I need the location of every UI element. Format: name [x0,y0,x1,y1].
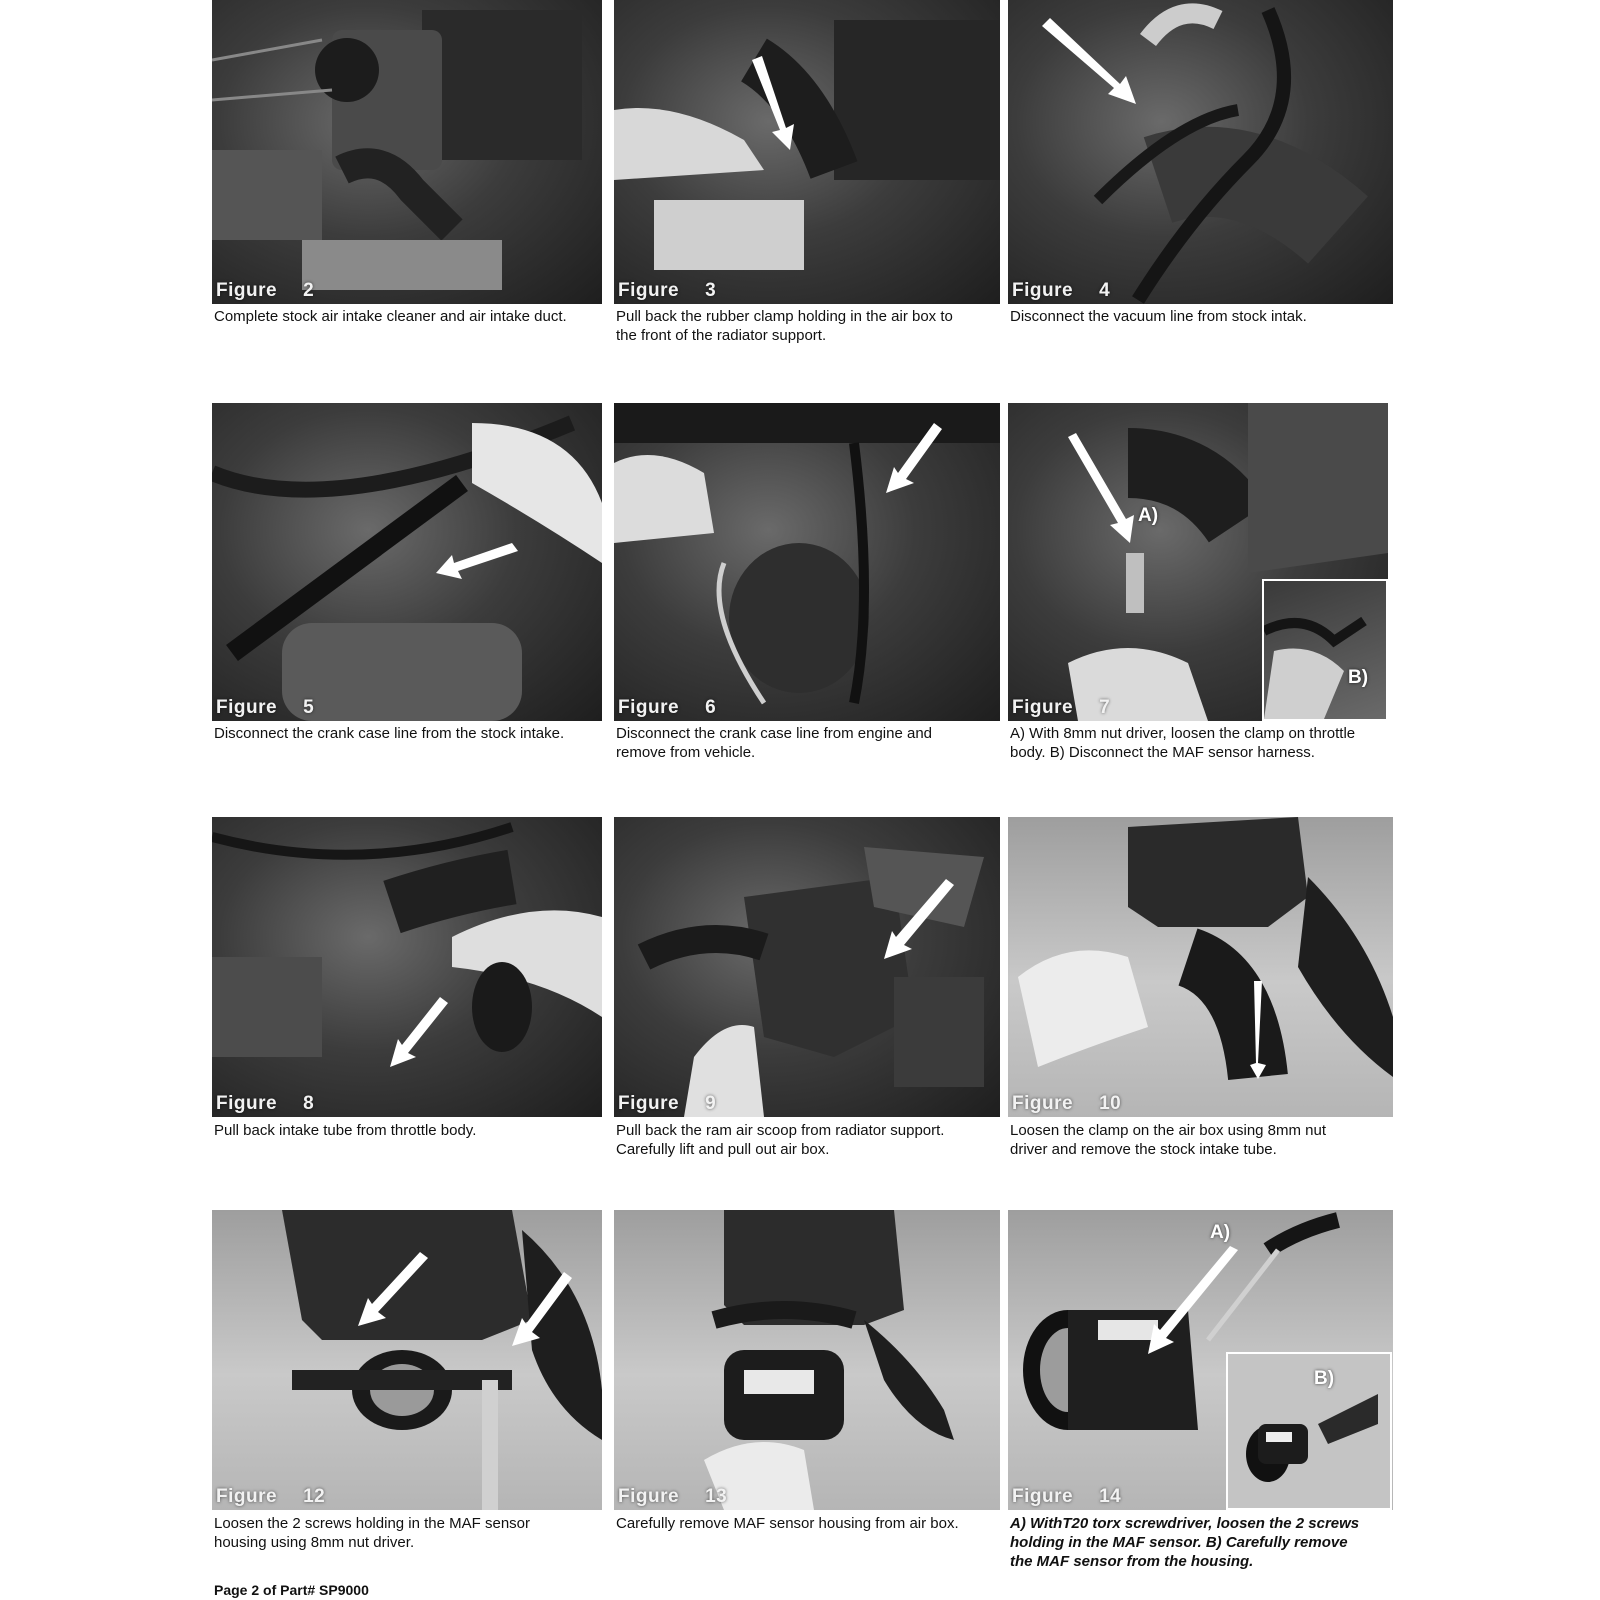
figure-14-marker-b: B) [1314,1368,1335,1389]
figure-13-photo [614,1210,1000,1510]
figure-3-caption: Pull back the rubber clamp holding in the air box to the front of the radiator support. [616,308,953,344]
figure-6-caption: Disconnect the crank case line from engine and remove from vehicle. [616,725,933,761]
figure-13-caption: Carefully remove MAF sensor housing from air box. [616,1515,959,1532]
figure-5-caption: Disconnect the crank case line from the stock intake. [214,725,565,742]
figure-10-caption: Loosen the clamp on the air box using 8mm nut driver and remove the stock intake tube. [1010,1122,1327,1158]
figure-12 [212,1210,602,1570]
figure-9-label: Figure 9 [618,1093,717,1114]
figure-6 [614,403,1000,763]
figure-12-label: Figure 12 [216,1486,326,1507]
figure-14-marker-a: A) [1210,1222,1231,1243]
figure-3 [614,0,1000,360]
figure-3-photo [614,0,1000,304]
figure-5-label: Figure 5 [216,697,315,718]
figure-7-caption: A) With 8mm nut driver, loosen the clamp on throttle body. B) Disconnect the MAF sensor harness. [1010,725,1356,761]
figure-5-photo [212,403,602,721]
figure-4-caption: Disconnect the vacuum line from stock intak. [1010,308,1307,325]
figure-12-photo [212,1210,602,1510]
figure-4 [1008,0,1393,360]
figure-7-inset [1262,579,1388,721]
figure-2-label: Figure 2 [216,280,315,301]
figure-7-photo [1008,403,1388,721]
figure-2-photo [212,0,602,304]
figure-2 [212,0,602,360]
figure-3-label: Figure 3 [618,280,717,301]
figure-13 [614,1210,1000,1570]
figure-7-marker-a: A) [1138,505,1159,526]
figure-4-label: Figure 4 [1012,280,1111,301]
figure-9-caption: Pull back the ram air scoop from radiator support. Carefully lift and pull out air box. [616,1122,945,1158]
figure-14-label: Figure 14 [1012,1486,1122,1507]
figure-12-caption: Loosen the 2 screws holding in the MAF sensor housing using 8mm nut driver. [214,1515,531,1551]
page-footer: Page 2 of Part# SP9000 [214,1582,369,1598]
figure-6-photo [614,403,1000,721]
figure-14-inset [1226,1352,1392,1510]
figure-7-marker-b: B) [1348,667,1369,688]
figure-13-label: Figure 13 [618,1486,728,1507]
figure-7 [1008,403,1393,763]
figure-10 [1008,817,1393,1177]
figure-8-photo [212,817,602,1117]
figure-10-photo [1008,817,1393,1117]
figure-7-label: Figure 7 [1012,697,1111,718]
figure-14-caption: A) WithT20 torx screwdriver, loosen the 2 screws holding in the MAF sensor. B) Carefully remove the MAF sensor from the housing. [1010,1515,1360,1570]
figure-8-caption: Pull back intake tube from throttle body. [214,1122,477,1139]
figure-10-label: Figure 10 [1012,1093,1122,1114]
figure-5 [212,403,602,763]
figure-6-label: Figure 6 [618,697,717,718]
figure-2-caption: Complete stock air intake cleaner and air intake duct. [214,308,567,325]
figure-4-photo [1008,0,1393,304]
figure-8-label: Figure 8 [216,1093,315,1114]
figure-8 [212,817,602,1177]
figure-9 [614,817,1000,1177]
figure-9-photo [614,817,1000,1117]
figure-14-photo [1008,1210,1393,1510]
figure-14 [1008,1210,1393,1580]
